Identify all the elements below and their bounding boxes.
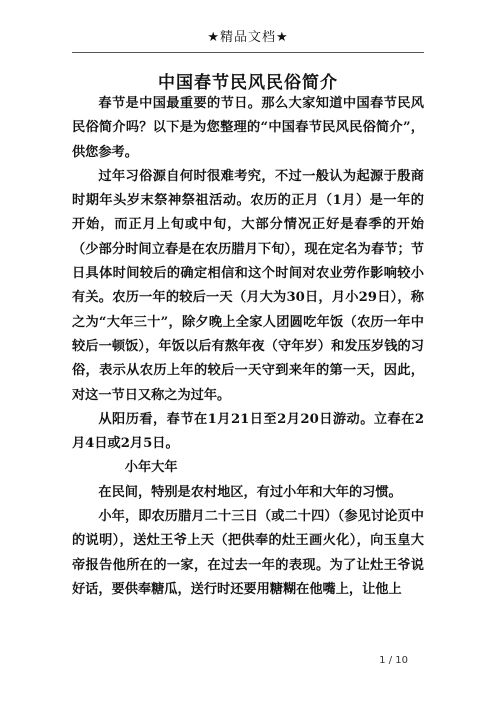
paragraph-origin: 过年习俗源自何时很难考究，不过一般认为起源于殷商时期年头岁末祭神祭祖活动。农历的正月（1月）是一年的开始，而正月上旬或中旬，大部分情况正好是春季的开始（少部分时间立春是在农历腊月下旬），现在定名为春节；节日具体时间较后的确定相信和这个时间对农业劳作影响较小有关。农历一年的较后一天（月大为30日，月小29日），称之为“大年三十”，除夕晚上全家人团圆吃年饭（农历一年中较后一顿饭），年饭以后有熬年夜（守年岁）和发压岁钱的习俗，表示从农历上年的较后一天守到来年的第一天，因此，对这一节日又称之为过年。 (72, 168, 424, 403)
header-divider (72, 52, 424, 53)
page-header: ★精品文档★ (207, 30, 289, 45)
page-number: 1 / 10 (379, 655, 408, 666)
paragraph-xiaonian: 小年，即农历腊月二十三日（或二十四）（参见讨论页中的说明），送灶王爷上天（把供奉的灶王画火化），向玉皇大帝报告他所在的一家，在过去一年的表现。为了让灶王爷说好话，要供奉糖瓜，送行时还要用糖糊在他嘴上，让他上 (72, 509, 424, 597)
section-heading: 小年大年 (124, 460, 178, 476)
paragraph-dates: 从阳历看，春节在1月21日至2月20日游动。立春在2月4日或2月5日。 (72, 411, 424, 452)
paragraph-custom: 在民间，特别是农村地区，有过小年和大年的习惯。 (98, 484, 402, 500)
paragraph-intro: 春节是中国最重要的节日。那么大家知道中国春节民风民俗简介吗？以下是为您整理的“中国春节民风民俗简介”，供您参考。 (72, 96, 424, 160)
document-title: 中国春节民风民俗简介 (158, 73, 338, 93)
document-body (72, 92, 424, 602)
